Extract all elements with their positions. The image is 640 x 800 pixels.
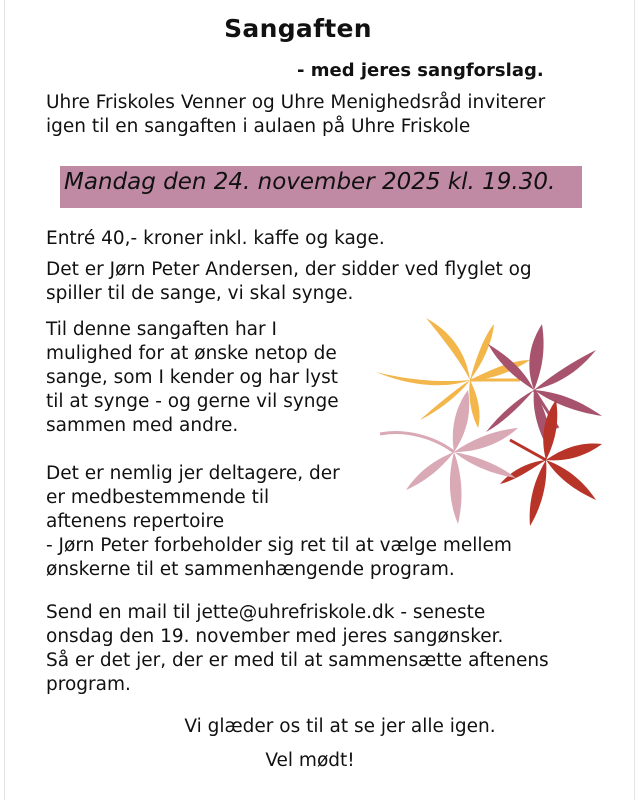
closing-line: Vi glæder os til at se jer alle igen. [184, 716, 496, 737]
leaf-blade [469, 380, 479, 428]
date-banner-text: Mandag den 24. november 2025 kl. 19.30. [64, 169, 556, 195]
pianist-paragraph [46, 258, 532, 306]
autumn-leaves-illustration [370, 310, 610, 540]
leaf-blade [546, 460, 596, 500]
mail-paragraph [46, 601, 549, 697]
pianist-line: spiller til de sange, vi skal synge. [46, 283, 354, 304]
red-leaf [500, 400, 602, 526]
intro-paragraph [46, 91, 545, 139]
leaf-blade [426, 318, 470, 380]
participants-line: er medbestemmende til [46, 487, 270, 508]
page-title: Sangaften [224, 14, 372, 43]
mail-line: Så er det jer, der er med til at sammensætte aftenens [46, 650, 549, 671]
leaf-stem [510, 440, 546, 460]
mail-line: Send en mail til jette@uhrefriskole.dk - seneste [46, 602, 486, 623]
entry-text: Entré 40,- kroner inkl. kaffe og kage. [46, 228, 385, 249]
participants-line: aftenens repertoire [46, 511, 225, 532]
leaf-blade [530, 460, 547, 526]
wishes-line: mulighed for at ønske netop de [46, 343, 337, 364]
leaf-stem [380, 433, 454, 452]
right-border [634, 0, 635, 800]
participants-line: ønskerne til et sammenhængende program. [46, 559, 455, 580]
wishes-line: sammen med andre. [46, 415, 239, 436]
participants-line: - Jørn Peter forbeholder sig ret til at vælge mellem [46, 535, 512, 556]
pianist-line: Det er Jørn Peter Andersen, der sidder ved flyglet og [46, 259, 532, 280]
wishes-paragraph [46, 318, 339, 438]
leaf-blade [546, 444, 602, 461]
leaf-blade [406, 452, 454, 490]
wishes-line: til at synge - og gerne vil synge [46, 391, 339, 412]
leaf-blade [454, 452, 516, 478]
intro-line: Uhre Friskoles Venner og Uhre Menighedsråd inviterer [46, 92, 546, 113]
mail-line: program. [46, 674, 131, 695]
leaf-blade [486, 390, 534, 432]
leaf-blade [376, 372, 470, 385]
participants-line: Det er nemlig jer deltagere, der [46, 463, 340, 484]
leaf-blade [450, 452, 462, 524]
leaf-blade [488, 344, 534, 390]
page-subtitle: - med jeres sangforslag. [297, 60, 544, 81]
left-border [4, 0, 5, 800]
intro-line: igen til en sangaften i aulaen på Uhre Friskole [46, 116, 471, 137]
pink-leaf [380, 390, 518, 524]
wishes-line: sange, som I kender og har lyst [46, 367, 339, 388]
welcome-line: Vel mødt! [265, 750, 355, 771]
leaf-blade [529, 324, 543, 390]
leaf-blade [534, 350, 596, 390]
mail-line: onsdag den 19. november med jeres sangønsker. [46, 626, 504, 647]
leaf-blade [453, 390, 469, 452]
wishes-line: Til denne sangaften har I [46, 319, 277, 340]
